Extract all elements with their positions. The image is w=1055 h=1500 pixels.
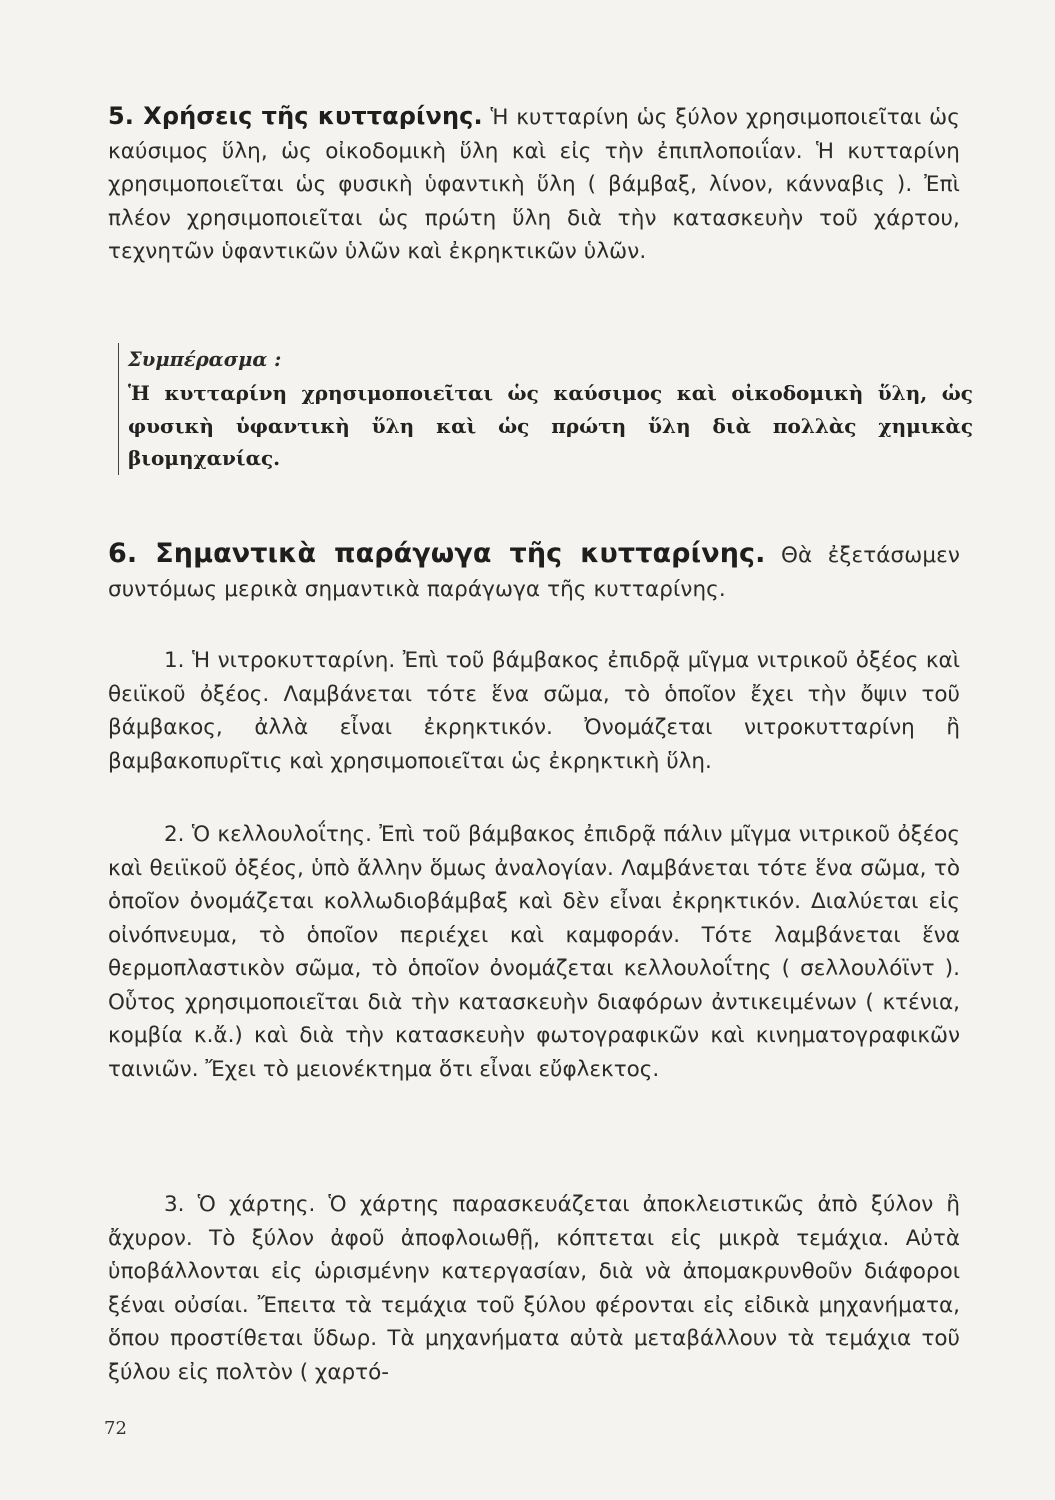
section-5-text: Ἡ κυτταρίνη ὡς ξύλον χρησιμοποιεῖται ὡς καύσιμος ὕλη, ὡς οἰκοδομικὴ ὕλη καὶ εἰς τὴν ἐπιπλοποιΐαν. Ἡ κυτταρίνη χρησιμοποιεῖται ὡς φυσικὴ ὑφαντικὴ ὕλη ( βάμβαξ, λίνον, κάνναβις ). Ἐπὶ πλέον χρησιμοποιεῖται ὡς πρώτη ὕλη διὰ τὴν κατασκευὴν τοῦ χάρτου, τεχνητῶν ὑφαντικῶν ὑλῶν καὶ ἐκρηκτικῶν ὑλῶν. (108, 105, 960, 264)
conclusion-text: Ἡ κυτταρίνη χρησιμοποιεῖται ὡς καύσιμος καὶ οἰκοδομικὴ ὕλη, ὡς φυσικὴ ὑφαντικὴ ὕλη καὶ ὡς πρώτη ὕλη διὰ πολλὰς χημικὰς βιομηχανίας. (128, 381, 973, 470)
conclusion-box (118, 343, 973, 475)
conclusion-title: Συμπέρασμα : (128, 348, 282, 371)
section-5 (108, 100, 960, 269)
section-6-heading: 6. Σημαντικὰ παράγωγα τῆς κυτταρίνης. (108, 538, 766, 569)
page-number: 72 (104, 1418, 127, 1439)
section-6 (108, 537, 960, 606)
list-item-nitrocellulose: 1. Ἡ νιτροκυτταρίνη. Ἐπὶ τοῦ βάμβακος ἐπιδρᾷ μῖγμα νιτρικοῦ ὀξέος καὶ θειϊκοῦ ὀξέος. Λαμβάνεται τότε ἕνα σῶμα, τὸ ὁποῖον ἔχει τὴν ὄψιν τοῦ βάμβακος, ἀλλὰ εἶναι ἐκρηκτικόν. Ὀνομάζεται νιτροκυτταρίνη ἢ βαμβακοπυρῖτις καὶ χρησιμοποιεῖται ὡς ἐκρηκτικὴ ὕλη. (108, 648, 960, 774)
section-6-text: Θὰ ἐξετάσωμεν συντόμως μερικὰ σημαντικὰ παράγωγα τῆς κυτταρίνης. (108, 543, 960, 602)
section-5-heading: 5. Χρήσεις τῆς κυτταρίνης. (108, 102, 483, 130)
list-item-paper: 3. Ὁ χάρτης. Ὁ χάρτης παρασκευάζεται ἀποκλειστικῶς ἀπὸ ξύλον ἢ ἄχυρον. Τὸ ξύλον ἀφοῦ ἀποφλοιωθῇ, κόπτεται εἰς μικρὰ τεμάχια. Αὐτὰ ὑποβάλλονται εἰς ὡρισμένην κατεργασίαν, διὰ νὰ ἀπομακρυνθοῦν διάφοροι ξέναι οὐσίαι. Ἔπειτα τὰ τεμάχια τοῦ ξύλου φέρονται εἰς εἰδικὰ μηχανήματα, ὅπου προστίθεται ὕδωρ. Τὰ μηχανήματα αὐτὰ μεταβάλλουν τὰ τεμάχια τοῦ ξύλου εἰς πολτὸν ( χαρτό- (108, 1192, 960, 1385)
list-item-celluloid: 2. Ὁ κελλουλοΐτης. Ἐπὶ τοῦ βάμβακος ἐπιδρᾷ πάλιν μῖγμα νιτρικοῦ ὀξέος καὶ θειϊκοῦ ὀξέος, ὑπὸ ἄλλην ὅμως ἀναλογίαν. Λαμβάνεται τότε ἕνα σῶμα, τὸ ὁποῖον ὀνομάζεται κολλωδιοβάμβαξ καὶ δὲν εἶναι ἐκρηκτικόν. Διαλύεται εἰς οἰνόπνευμα, τὸ ὁποῖον περιέχει καὶ καμφοράν. Τότε λαμβάνεται ἕνα θερμοπλαστικὸν σῶμα, τὸ ὁποῖον ὀνομάζεται κελλουλοΐτης ( σελλουλόϊντ ). Οὗτος χρησιμοποιεῖται διὰ τὴν κατασκευὴν διαφόρων ἀντικειμένων ( κτένια, κομβία κ.ἄ.) καὶ διὰ τὴν κατασκευὴν φωτογραφικῶν καὶ κινηματογραφικῶν ταινιῶν. Ἔχει τὸ μειονέκτημα ὅτι εἶναι εὔφλεκτος. (108, 822, 960, 1082)
